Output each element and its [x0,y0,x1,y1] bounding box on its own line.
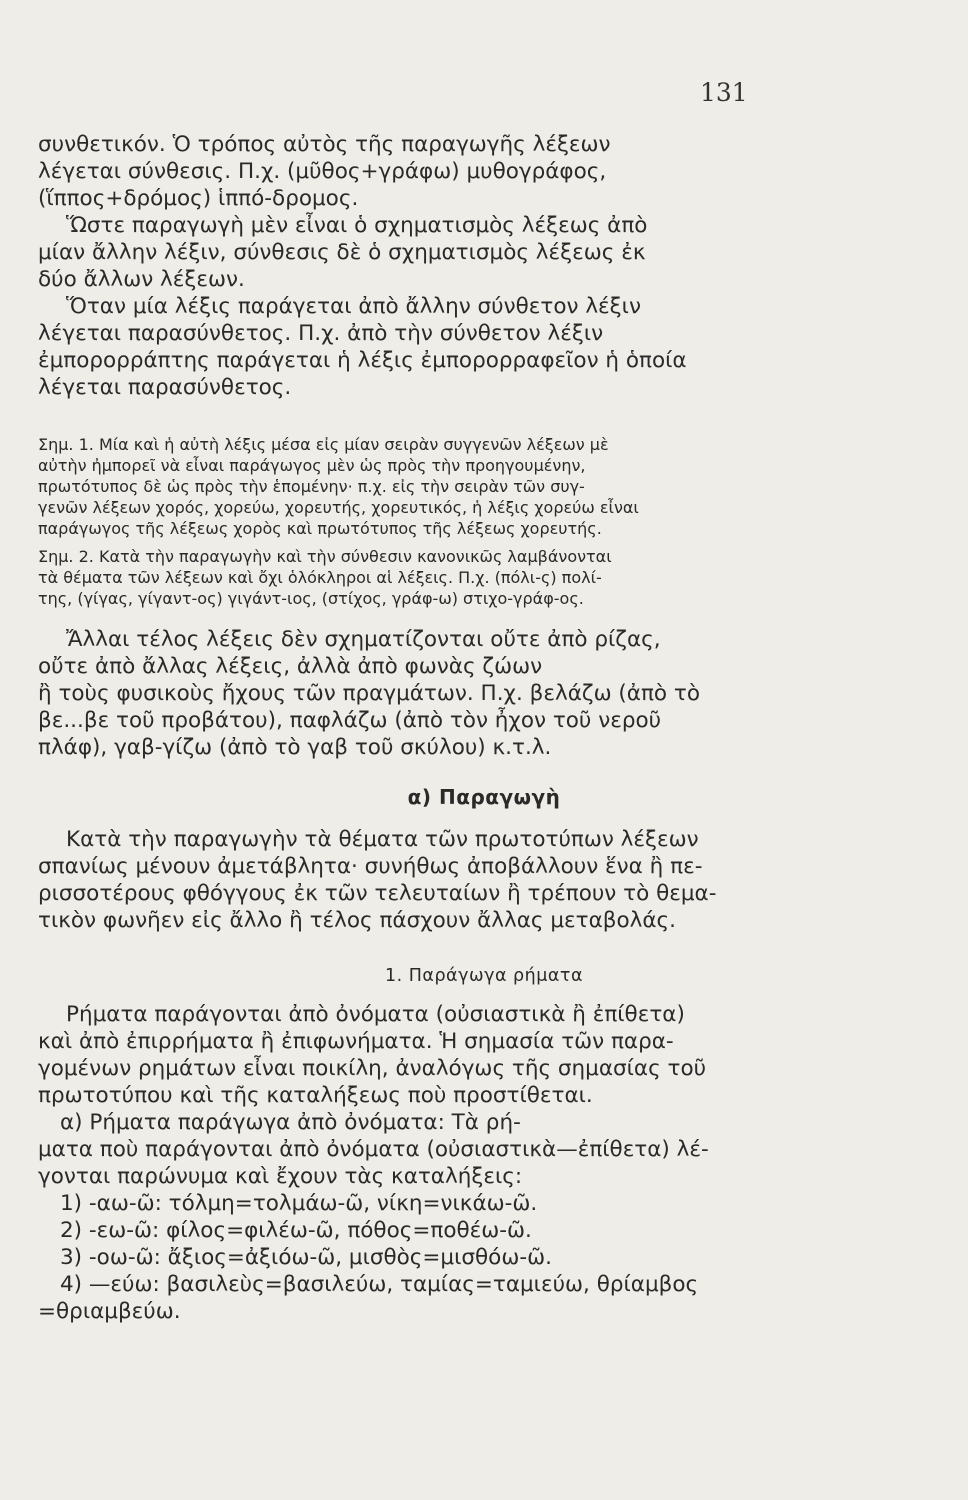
text-line: γομένων ρημάτων εἶναι ποικίλη, ἀναλόγως τῆς σημασίας τοῦ [38,1056,707,1081]
paragraph-synthesis [38,131,768,401]
note-line: γενῶν λέξεων χορός, χορεύω, χορευτής, χορευτικός, ἡ λέξις χορεύω εἶναι [38,498,639,517]
text-line: λέγεται παρασύνθετος. Π.χ. ἀπὸ τὴν σύνθετον λέξιν [38,321,604,346]
text-line: =θριαμβεύω. [38,1299,181,1324]
note-line: αὐτὴν ἠμπορεῖ νὰ εἶναι παράγωγος μὲν ὡς πρὸς τὴν προηγουμένην, [38,456,586,475]
text-line: (ἵππος+δρόμος) ἱππό-δρομος. [38,186,359,211]
text-line: πλάφ), γαβ-γίζω (ἀπὸ τὸ γαβ τοῦ σκύλου) κ.τ.λ. [38,735,552,760]
text-line: γονται παρώνυμα καὶ ἔχουν τὰς καταλήξεις: [38,1164,523,1189]
page-number: 131 [700,78,748,107]
text-line: μίαν ἄλλην λέξιν, σύνθεσις δὲ ὁ σχηματισμὸς λέξεως ἐκ [38,240,646,265]
text-line: Ὥστε παραγωγὴ μὲν εἶναι ὁ σχηματισμὸς λέξεως ἀπὸ [66,213,648,238]
text-line: ρισσοτέρους φθόγγους ἐκ τῶν τελευταίων ἢ τρέπουν τὸ θεμα- [38,881,717,906]
text-line: ματα ποὺ παράγονται ἀπὸ ὀνόματα (οὐσιαστικὰ—ἐπίθετα) λέ- [38,1137,709,1162]
text-line: λέγεται σύνθεσις. Π.χ. (μῦθος+γράφω) μυθογράφος, [38,159,607,184]
text-line: α) Ρήματα παράγωγα ἀπὸ ὀνόματα: Τὰ ρή- [60,1110,521,1135]
text-line: ἐμπορορράπτης παράγεται ἡ λέξις ἐμπορορραφεῖον ἡ ὁποία [38,348,687,373]
text-line: οὔτε ἀπὸ ἄλλας λέξεις, ἀλλὰ ἀπὸ φωνὰς ζώων [38,654,543,679]
note-line: πρωτότυπος δὲ ὡς πρὸς τὴν ἑπομένην· π.χ. εἰς τὴν σειρὰν τῶν συγ- [38,477,585,496]
text-line: λέγεται παρασύνθετος. [38,375,292,400]
text-line: Ὅταν μία λέξις παράγεται ἀπὸ ἄλλην σύνθετον λέξιν [66,294,641,319]
note-line: Σημ. 1. Μία καὶ ἡ αὐτὴ λέξις μέσα εἰς μίαν σειρὰν συγγενῶν λέξεων μὲ [38,435,609,454]
note-line: της, (γίγας, γίγαντ-ος) γιγάντ-ιος, (στίχος, γράφ-ω) στιχο-γράφ-ος. [38,589,584,608]
note-line: παράγωγος τῆς λέξεως χορὸς καὶ πρωτότυπος τῆς λέξεως χορευτής. [38,519,602,538]
paragraph-derived-verbs [38,1001,768,1325]
text-line: βε...βε τοῦ προβάτου), παφλάζω (ἀπὸ τὸν ἦχον τοῦ νεροῦ [38,708,662,733]
text-line: Κατὰ τὴν παραγωγὴν τὰ θέματα τῶν πρωτοτύπων λέξεων [66,827,699,852]
footnote-block [38,434,768,609]
text-line: ἢ τοὺς φυσικοὺς ἤχους τῶν πραγμάτων. Π.χ. βελάζω (ἀπὸ τὸ [38,681,700,706]
paragraph-derivation [38,826,768,934]
text-line: Ἄλλαι τέλος λέξεις δὲν σχηματίζονται οὔτε ἀπὸ ρίζας, [66,627,661,652]
list-item: 2) -εω-ῶ: φίλος=φιλέω-ῶ, πόθος=ποθέω-ῶ. [60,1218,532,1243]
list-item: 3) -οω-ῶ: ἄξιος=ἀξιόω-ῶ, μισθὸς=μισθόω-ῶ. [60,1245,552,1270]
text-line: σπανίως μένουν ἀμετάβλητα· συνήθως ἀποβάλλουν ἕνα ἢ πε- [38,854,703,879]
section-heading: α) Παραγωγὴ [407,785,561,809]
text-line: καὶ ἀπὸ ἐπιρρήματα ἢ ἐπιφωνήματα. Ἡ σημασία τῶν παρα- [38,1029,674,1054]
paragraph-onomatopoeia [38,626,768,761]
text-line: συνθετικόν. Ὁ τρόπος αὐτὸς τῆς παραγωγῆς λέξεων [38,132,611,157]
note-line: τὰ θέματα τῶν λέξεων καὶ ὄχι ὁλόκληροι αἱ λέξεις. Π.χ. (πόλι-ς) πολί- [38,568,602,587]
list-item: 4) —εύω: βασιλεὺς=βασιλεύω, ταμίας=ταμιεύω, θρίαμβος [60,1272,699,1297]
text-line: Ρήματα παράγονται ἀπὸ ὀνόματα (οὐσιαστικὰ ἢ ἐπίθετα) [66,1002,685,1027]
text-line: δύο ἄλλων λέξεων. [38,267,245,292]
text-line: πρωτοτύπου καὶ τῆς καταλήξεως ποὺ προστίθεται. [38,1083,593,1108]
note-line: Σημ. 2. Κατὰ τὴν παραγωγὴν καὶ τὴν σύνθεσιν κανονικῶς λαμβάνονται [38,547,612,566]
list-item: 1) -αω-ῶ: τόλμη=τολμάω-ῶ, νίκη=νικάω-ῶ. [60,1191,538,1216]
text-line: τικὸν φωνῆεν εἰς ἄλλο ἢ τέλος πάσχουν ἄλλας μεταβολάς. [38,908,676,933]
subsection-heading: 1. Παράγωγα ρήματα [384,966,583,986]
